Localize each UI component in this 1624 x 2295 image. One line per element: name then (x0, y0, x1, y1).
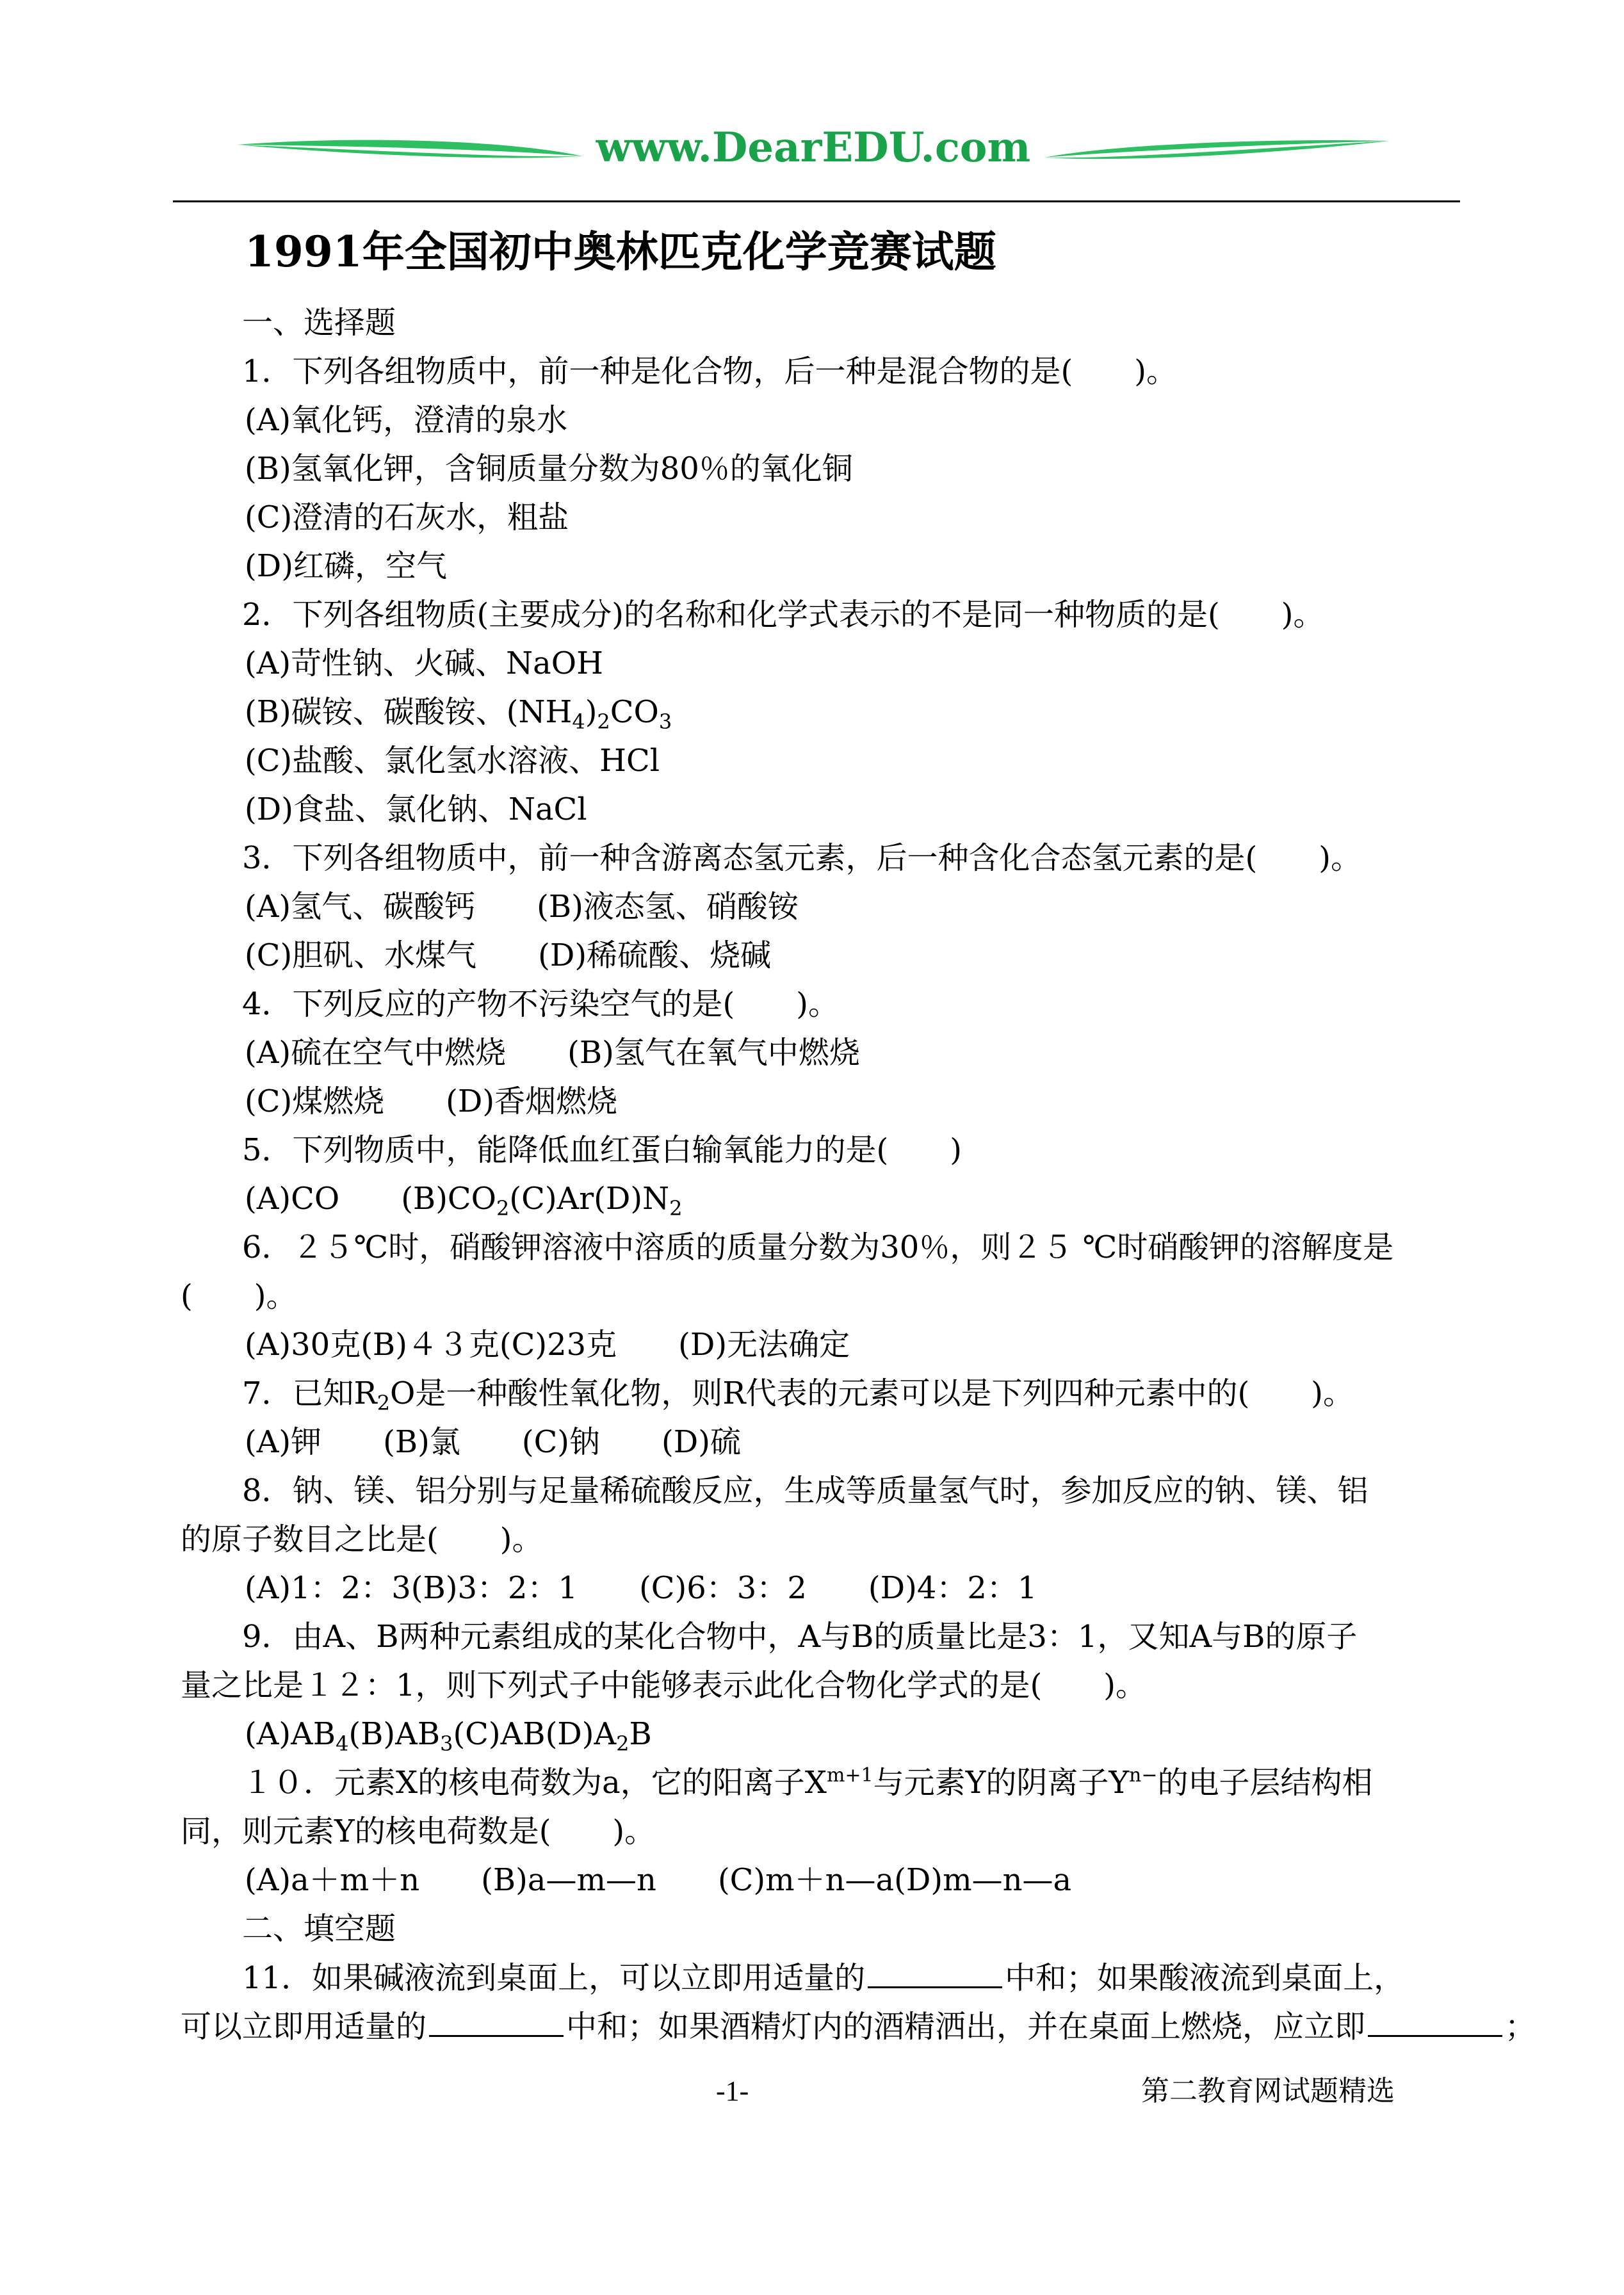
question-7: 7．已知$R_2O$是一种酸性氧化物，则R代表的元素可以是下列四种元素中的( )。 (242, 1375, 1354, 1415)
question-6-cont: ( )。 (181, 1278, 297, 1314)
site-url: www.DearEDU.com (596, 124, 1031, 172)
q1-option-a: (A)氧化钙，澄清的泉水 (245, 402, 568, 438)
page-title: 1991年全国初中奥林匹克化学竞赛试题 (245, 227, 996, 277)
q11-part-4: 中和；如果酒精灯内的酒精洒出，并在桌面上燃烧，应立即 (566, 2009, 1366, 2045)
question-10: １０．元素X的核电荷数为a，它的阳离子$X^{m+1}$与元素Y的阴离子$Y^{n-}$的电子层结构相 (242, 1764, 1373, 1801)
header-rule (173, 200, 1460, 202)
q4-options-cd: (C)煤燃烧 (D)香烟燃烧 (245, 1083, 618, 1119)
q5-options: (A)CO $(B)CO_2(C)Ar(D)N_2$ (245, 1181, 683, 1220)
answer-blank-2[interactable] (429, 2007, 564, 2037)
q7-options: (A)钾 (B)氯 (C)钠 (D)硫 (245, 1424, 741, 1460)
q8-options: (A)1：2：3(B)3：2：1 (C)6：3：2 (D)4：2：1 (245, 1570, 1037, 1606)
question-9-cont: 量之比是１２：1，则下列式子中能够表示此化合物化学式的是( )。 (181, 1667, 1146, 1703)
q2-option-c: (C)盐酸、氯化氢水溶液、HCl (245, 743, 660, 779)
q4-options-ab: (A)硫在空气中燃烧 (B)氢气在氧气中燃烧 (245, 1035, 860, 1071)
answer-blank-3[interactable] (1368, 2007, 1502, 2037)
answer-blank-1[interactable] (868, 1958, 1002, 1988)
footer-source: 第二教育网试题精选 (1141, 2075, 1395, 2107)
q1-option-c: (C)澄清的石灰水，粗盐 (245, 499, 569, 535)
question-11-cont (181, 2007, 1536, 2045)
page-number: -1- (716, 2075, 749, 2107)
q11-part-1: 11．如果碱液流到桌面上，可以立即用适量的 (242, 1960, 866, 1996)
q3-options-ab: (A)氢气、碳酸钙 (B)液态氢、硝酸铵 (245, 889, 799, 925)
q2-option-d: (D)食盐、氯化钠、NaCl (245, 791, 587, 827)
q2-option-b: (B)碳铵、碳酸铵、$(NH_4)_2CO_3$ (245, 694, 672, 734)
question-3: 3．下列各组物质中，前一种含游离态氢元素，后一种含化合态氢元素的是( )。 (242, 840, 1361, 876)
q1-option-b: (B)氢氧化钾，含铜质量分数为80％的氧化铜 (245, 451, 853, 487)
section-heading-fill: 二、填空题 (242, 1911, 396, 1947)
question-4: 4．下列反应的产物不污染空气的是( )。 (242, 986, 839, 1022)
question-5: 5．下列物质中，能降低血红蛋白输氧能力的是( ) (242, 1132, 962, 1168)
q10-options: (A)a＋m＋n (B)a—m—n (C)m＋n—a(D)m—n—a (245, 1862, 1072, 1898)
question-8: 8．钠、镁、铝分别与足量稀硫酸反应，生成等质量氢气时，参加反应的钠、镁、铝 (242, 1473, 1368, 1509)
q3-options-cd: (C)胆矾、水煤气 (D)稀硫酸、烧碱 (245, 937, 772, 973)
q9-options: $(A)AB_4(B)AB_3(C)AB(D)A_2B$ (245, 1716, 652, 1756)
question-2: 2．下列各组物质(主要成分)的名称和化学式表示的不是同一种物质的是( )。 (242, 597, 1324, 633)
q1-option-d: (D)红磷，空气 (245, 548, 447, 584)
question-6: 6．２５℃时，硝酸钾溶液中溶质的质量分数为30％，则２５ ℃时硝酸钾的溶解度是 (242, 1229, 1394, 1265)
section-heading-choice: 一、选择题 (242, 305, 396, 341)
question-8-cont: 的原子数目之比是( )。 (181, 1521, 543, 1557)
site-banner (237, 122, 1390, 179)
q6-options: (A)30克(B)４３克(C)23克 (D)无法确定 (245, 1327, 850, 1363)
q11-part-3: 可以立即用适量的 (181, 2009, 427, 2045)
q11-part-5: ； (1505, 2009, 1536, 2045)
q11-part-2: 中和；如果酸液流到桌面上， (1005, 1960, 1405, 1996)
question-10-cont: 同，则元素Y的核电荷数是( )。 (181, 1813, 656, 1849)
question-11 (242, 1958, 1404, 1997)
question-1: 1．下列各组物质中，前一种是化合物，后一种是混合物的是( )。 (242, 353, 1177, 389)
question-9: 9．由A、B两种元素组成的某化合物中，A与B的质量比是3：1，又知A与B的原子 (242, 1619, 1358, 1655)
q2-option-a: (A)苛性钠、火碱、NaOH (245, 645, 603, 681)
